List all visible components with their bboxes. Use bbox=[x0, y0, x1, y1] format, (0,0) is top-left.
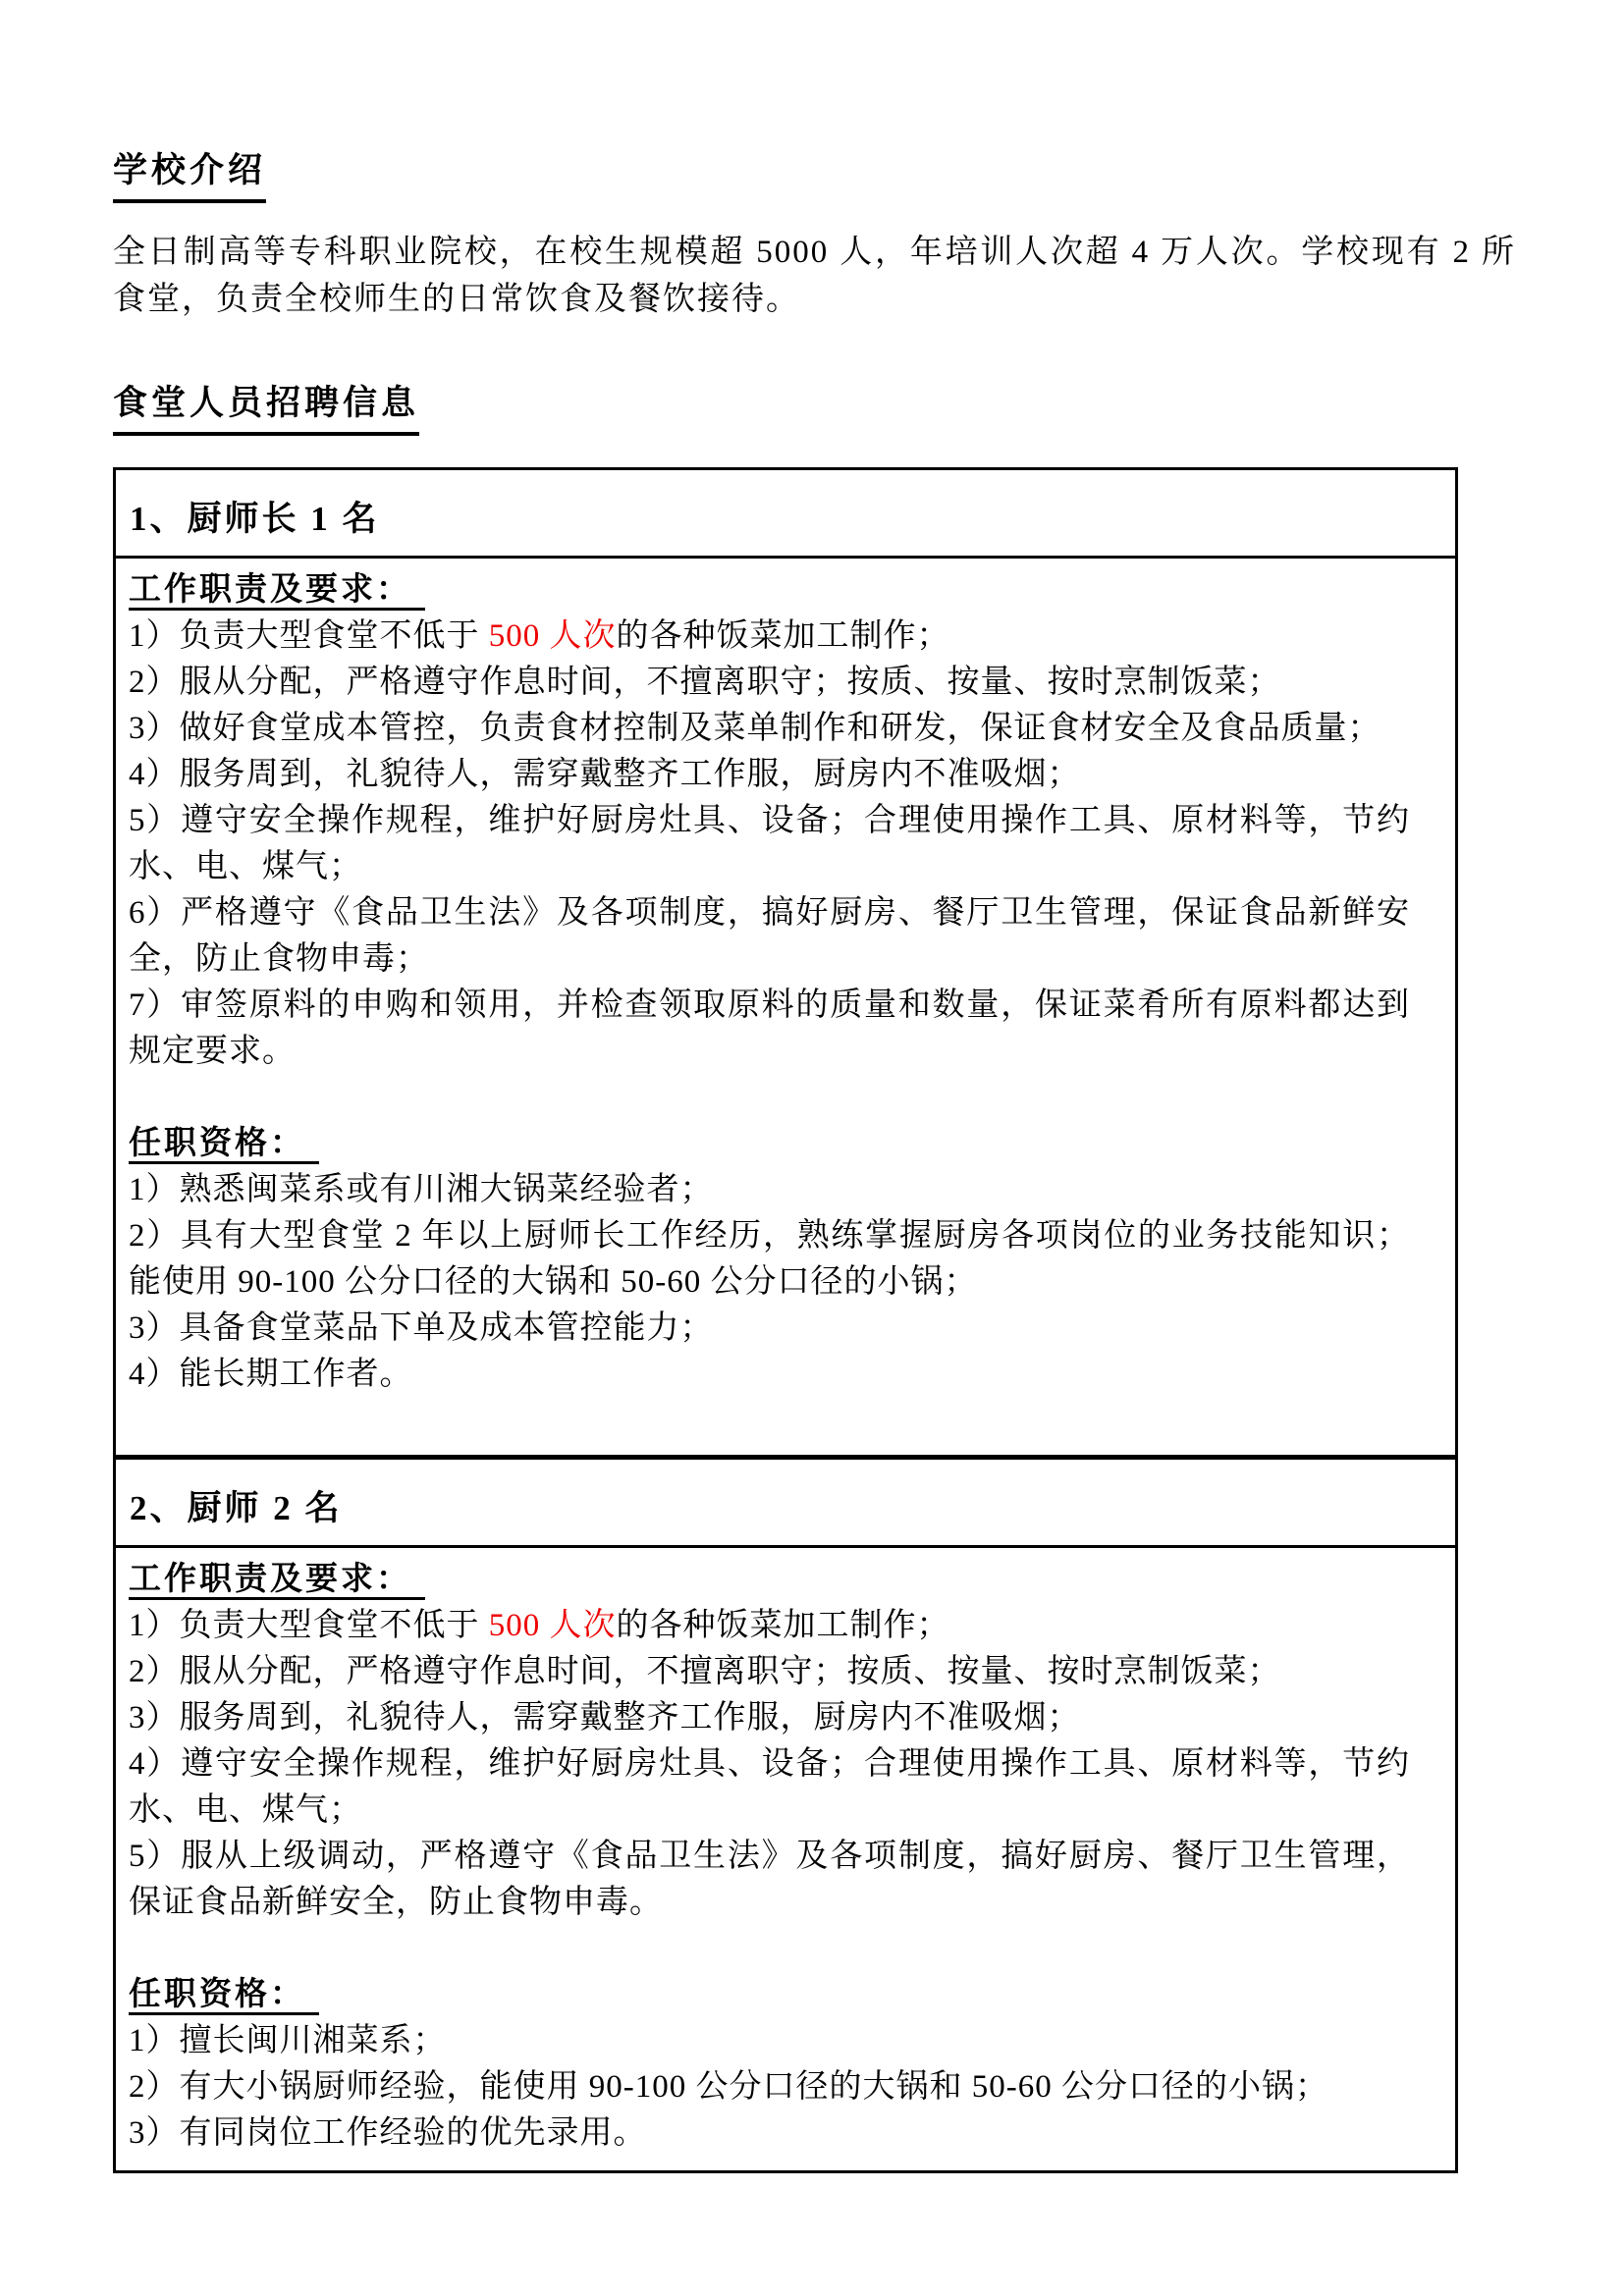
section-heading: 工作职责及要求： bbox=[129, 1562, 425, 1600]
item-text: 3）具备食堂菜品下单及成本管控能力； bbox=[129, 1310, 714, 1346]
job-item bbox=[129, 752, 1410, 798]
job-item bbox=[129, 1603, 1410, 1649]
job-position-box bbox=[113, 1455, 1458, 2173]
job-section bbox=[129, 1557, 1410, 1926]
job-item bbox=[129, 1834, 1410, 1926]
job-item bbox=[129, 660, 1410, 706]
item-text: 2）具有大型食堂 2 年以上厨师长工作经历，熟练掌握厨房各项岗位的业务技能知识；能使用 90-100 公分口径的大锅和 50-60 公分口径的小锅； bbox=[129, 1218, 1410, 1300]
section-heading: 任职资格： bbox=[129, 1977, 319, 2015]
job-position-title: 1、厨师长 1 名 bbox=[116, 470, 1455, 559]
section-heading-row bbox=[129, 1121, 1410, 1167]
recruit-info-heading bbox=[113, 380, 1516, 436]
job-position-content bbox=[116, 559, 1455, 1455]
highlighted-text: 500 人次 bbox=[488, 1608, 617, 1643]
item-text: 3）有同岗位工作经验的优先录用。 bbox=[129, 2115, 647, 2151]
job-item bbox=[129, 1352, 1410, 1398]
item-text: 1）熟悉闽菜系或有川湘大锅菜经验者； bbox=[129, 1172, 714, 1207]
item-text: 3）做好食堂成本管控，负责食材控制及菜单制作和研发，保证食材安全及食品质量； bbox=[129, 711, 1381, 746]
job-positions-list bbox=[113, 467, 1458, 2173]
item-text: 4）服务周到，礼貌待人，需穿戴整齐工作服，厨房内不准吸烟； bbox=[129, 757, 1081, 792]
item-text: 4）遵守安全操作规程，维护好厨房灶具、设备；合理使用操作工具、原材料等，节约水、电、煤气； bbox=[129, 1746, 1410, 1828]
item-text: 6）严格遵守《食品卫生法》及各项制度，搞好厨房、餐厅卫生管理，保证食品新鲜安全，防止食物申毒； bbox=[129, 895, 1410, 977]
job-item bbox=[129, 890, 1410, 983]
section-heading-row bbox=[129, 1972, 1410, 2018]
job-item bbox=[129, 1167, 1410, 1213]
job-position-title: 2、厨师 2 名 bbox=[116, 1460, 1455, 1548]
job-section bbox=[129, 1972, 1410, 2157]
section-heading-row bbox=[129, 567, 1410, 614]
job-item bbox=[129, 614, 1410, 660]
item-text: 3）服务周到，礼貌待人，需穿戴整齐工作服，厨房内不准吸烟； bbox=[129, 1700, 1081, 1735]
job-item bbox=[129, 983, 1410, 1075]
item-text: 1）擅长闽川湘菜系； bbox=[129, 2023, 447, 2058]
section-heading: 工作职责及要求： bbox=[129, 572, 425, 611]
item-text: 2）服从分配，严格遵守作息时间，不擅离职守；按质、按量、按时烹制饭菜； bbox=[129, 1654, 1281, 1689]
section-heading-row bbox=[129, 1557, 1410, 1603]
item-text: 5）服从上级调动，严格遵守《食品卫生法》及各项制度，搞好厨房、餐厅卫生管理，保证食品新鲜安全，防止食物申毒。 bbox=[129, 1839, 1410, 1920]
highlighted-text: 500 人次 bbox=[488, 618, 617, 654]
item-text: 2）服从分配，严格遵守作息时间，不擅离职守；按质、按量、按时烹制饭菜； bbox=[129, 665, 1281, 700]
item-text: 2）有大小锅厨师经验，能使用 90-100 公分口径的大锅和 50-60 公分口径的小锅； bbox=[129, 2069, 1328, 2105]
job-item bbox=[129, 1213, 1410, 1306]
job-position-box bbox=[113, 467, 1458, 1458]
item-text: 7）审签原料的申购和领用，并检查领取原料的质量和数量，保证菜肴所有原料都达到规定要求。 bbox=[129, 988, 1410, 1069]
item-text: 的各种饭菜加工制作； bbox=[616, 1608, 950, 1643]
section-heading: 任职资格： bbox=[129, 1126, 319, 1164]
job-item bbox=[129, 1306, 1410, 1352]
job-item bbox=[129, 706, 1410, 752]
job-position-content bbox=[116, 1548, 1455, 2170]
item-text: 1）负责大型食堂不低于 bbox=[129, 618, 489, 654]
item-text: 4）能长期工作者。 bbox=[129, 1357, 413, 1392]
recruit-info-heading-text: 食堂人员招聘信息 bbox=[113, 380, 419, 436]
school-intro-heading-text: 学校介绍 bbox=[113, 147, 266, 203]
job-section bbox=[129, 567, 1410, 1075]
job-item bbox=[129, 1695, 1410, 1741]
job-item bbox=[129, 2018, 1410, 2064]
job-section bbox=[129, 1121, 1410, 1398]
job-item bbox=[129, 798, 1410, 890]
item-text: 1）负责大型食堂不低于 bbox=[129, 1608, 489, 1643]
job-item bbox=[129, 1649, 1410, 1695]
item-text: 的各种饭菜加工制作； bbox=[616, 618, 950, 654]
school-intro-paragraph: 全日制高等专科职业院校，在校生规模超 5000 人，年培训人次超 4 万人次。学校现有 2 所食堂，负责全校师生的日常饮食及餐饮接待。 bbox=[113, 235, 1516, 317]
item-text: 5）遵守安全操作规程，维护好厨房灶具、设备；合理使用操作工具、原材料等，节约水、电、煤气； bbox=[129, 803, 1410, 884]
job-item bbox=[129, 1741, 1410, 1834]
job-item bbox=[129, 2110, 1410, 2157]
school-intro-heading bbox=[113, 147, 1516, 203]
job-item bbox=[129, 2064, 1410, 2110]
